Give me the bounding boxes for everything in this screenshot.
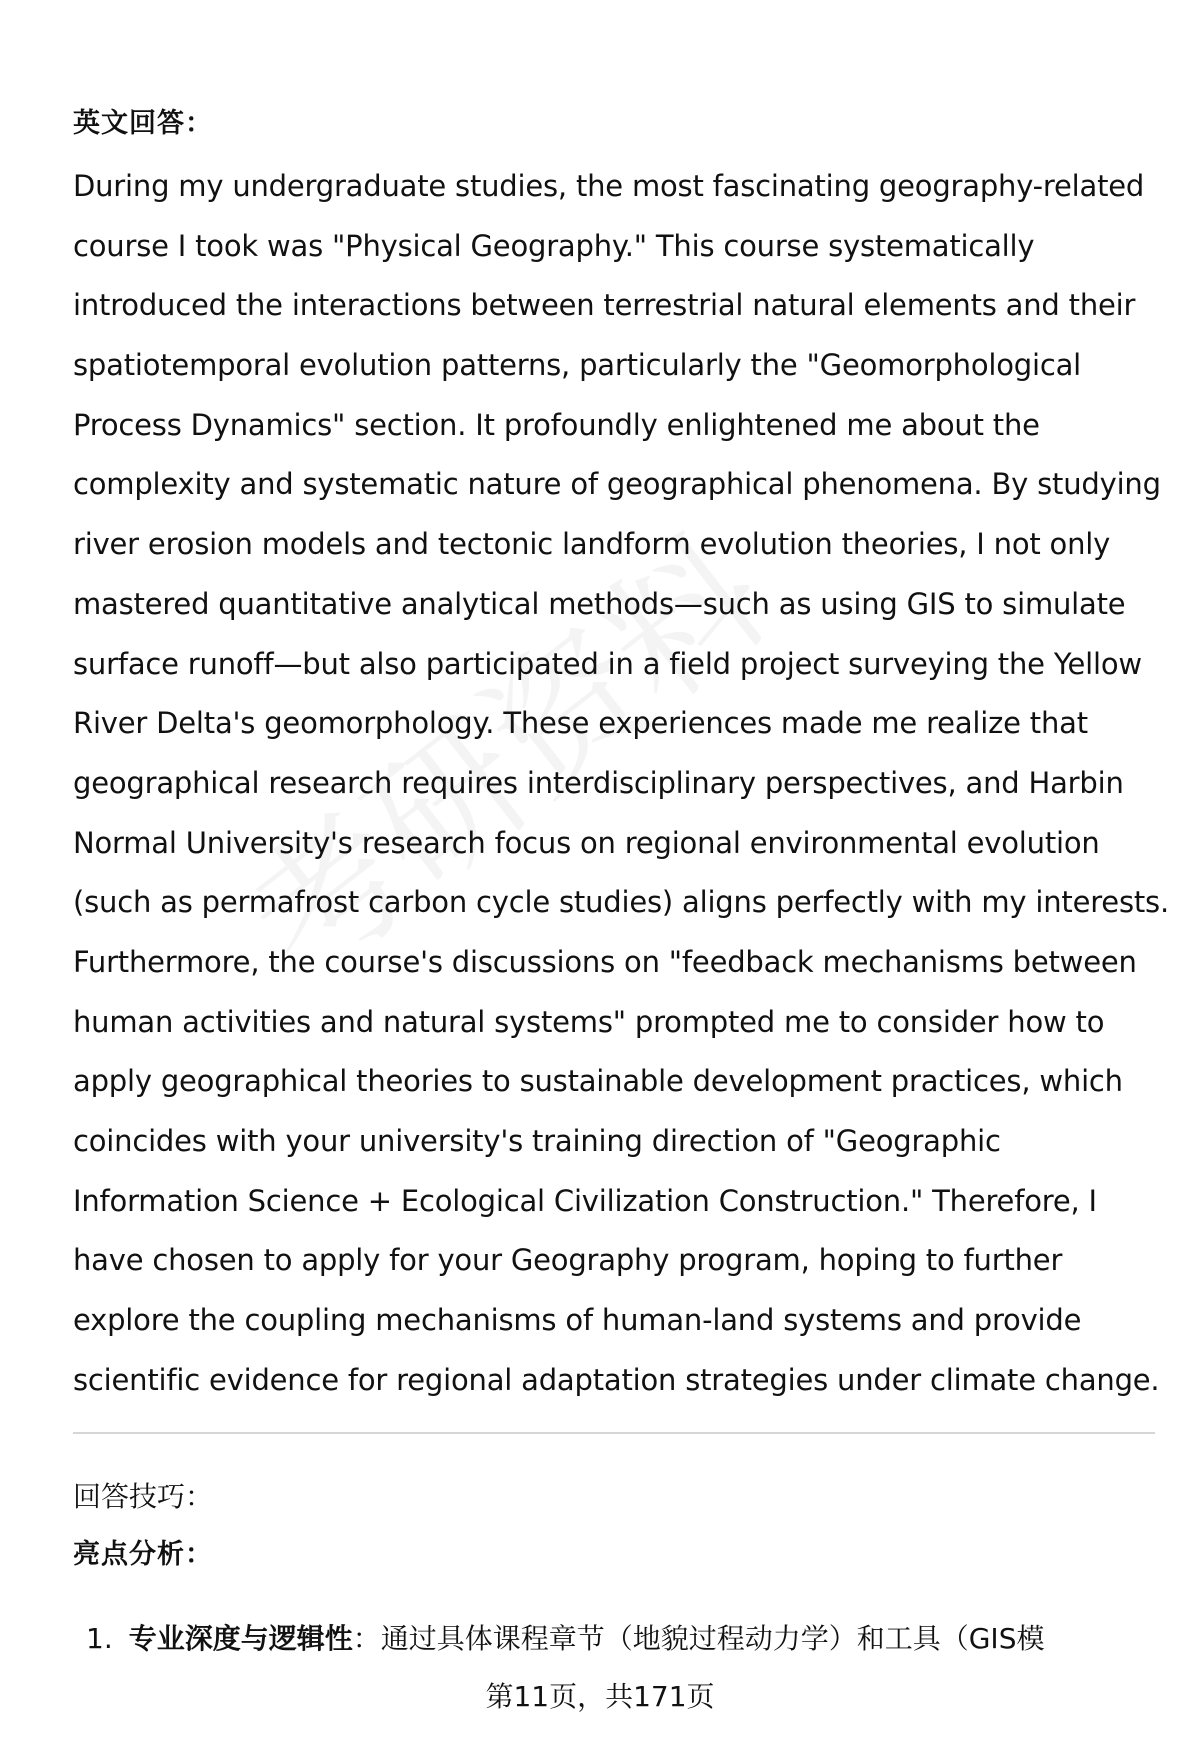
page-number-footer: 第11页，共171页 (485, 1680, 715, 1713)
paragraph-line: River Delta's geomorphology. These experiences made me realize that (73, 706, 1088, 741)
paragraph-line: course I took was "Physical Geography." This course systematically (73, 228, 1035, 263)
paragraph-line: introduced the interactions between terrestrial natural elements and their (73, 288, 1136, 323)
paragraph-line: Furthermore, the course's discussions on "feedback mechanisms between (73, 944, 1137, 979)
paragraph-line: Process Dynamics" section. It profoundly enlightened me about the (73, 407, 1040, 442)
heading-highlights: 亮点分析： (73, 1539, 213, 1570)
section-divider (73, 1432, 1155, 1434)
paragraph-line: Information Science + Ecological Civilization Construction." Therefore, I (73, 1183, 1097, 1218)
paragraph-line: geographical research requires interdisciplinary perspectives, and Harbin (73, 765, 1124, 800)
paragraph-line: river erosion models and tectonic landform evolution theories, I not only (73, 527, 1111, 562)
paragraph-line: Normal University's research focus on regional environmental evolution (73, 825, 1100, 860)
heading-english-answer: 英文回答： (73, 108, 213, 139)
paragraph-line: apply geographical theories to sustainable development practices, which (73, 1064, 1123, 1099)
list-number: 1. (86, 1622, 113, 1655)
list-item (86, 1619, 1044, 1659)
tips-label: 回答技巧： (73, 1480, 214, 1513)
paragraph-line: (such as permafrost carbon cycle studies) aligns perfectly with my interests. (73, 885, 1169, 920)
paragraph-line: coincides with your university's training direction of "Geographic (73, 1124, 1001, 1158)
paragraph-line: complexity and systematic nature of geographical phenomena. By studying (73, 467, 1161, 502)
paragraph-line: human activities and natural systems" prompted me to consider how to (73, 1004, 1105, 1039)
list-item-title: 专业深度与逻辑性 (128, 1622, 353, 1655)
paragraph-line: explore the coupling mechanisms of human-land systems and provide (73, 1303, 1082, 1338)
list-item-text: ：通过具体课程章节（地貌过程动力学）和工具（GIS模 (352, 1622, 1045, 1655)
paragraph-line: mastered quantitative analytical methods—such as using GIS to simulate (73, 586, 1126, 621)
paragraph-line: During my undergraduate studies, the most fascinating geography-related (73, 169, 1145, 203)
paragraph-line: have chosen to apply for your Geography program, hoping to further (73, 1243, 1063, 1278)
paragraph-line: scientific evidence for regional adaptation strategies under climate change. (73, 1362, 1160, 1397)
paragraph-line: spatiotemporal evolution patterns, particularly the "Geomorphological (73, 348, 1082, 383)
paragraph-line: surface runoff—but also participated in a field project surveying the Yellow (73, 646, 1142, 681)
answer-paragraph (73, 157, 1169, 1410)
